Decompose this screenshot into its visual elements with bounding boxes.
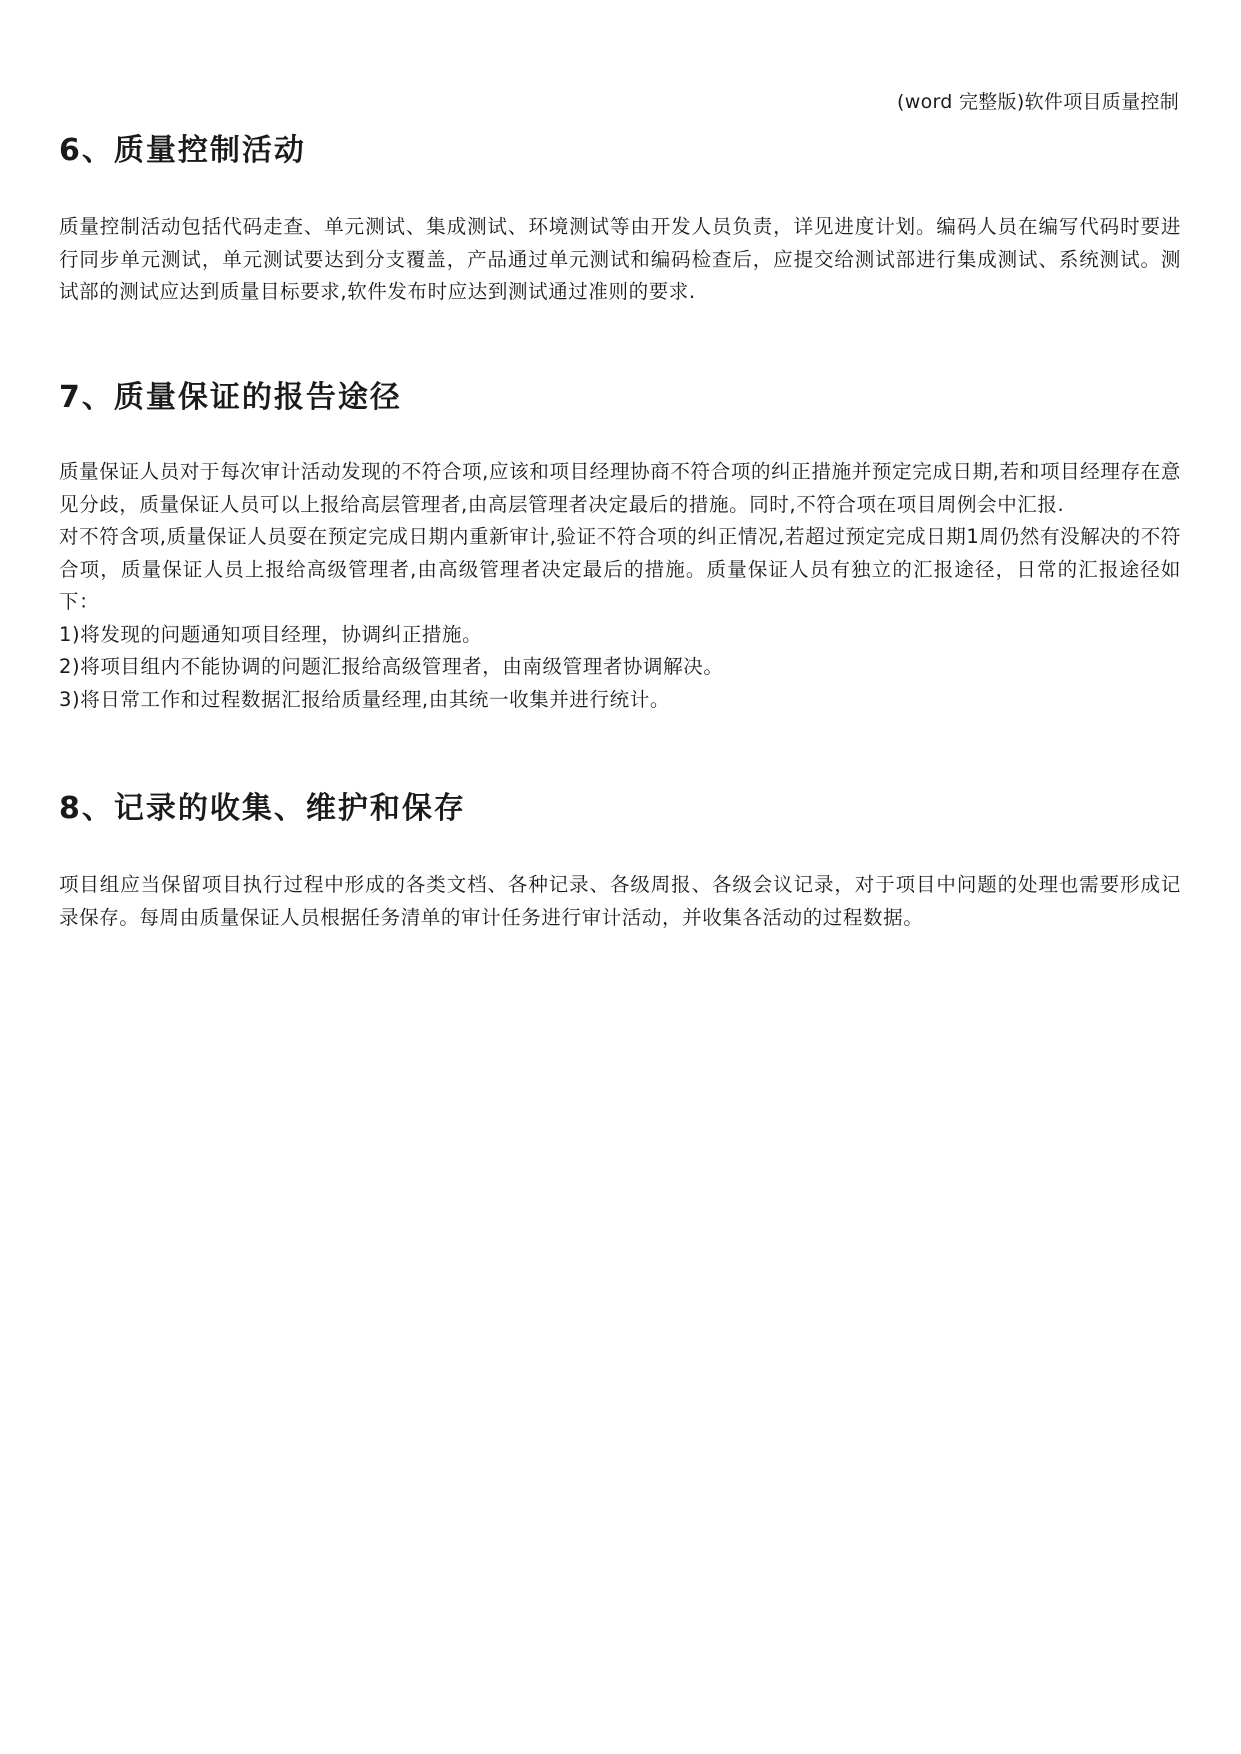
list-item: 1)将发现的问题通知项目经理，协调纠正措施。 [59, 622, 483, 646]
section-body [59, 456, 1181, 716]
list-item: 2)将项目组内不能协调的问题汇报给高级管理者，由南级管理者协调解决。 [59, 655, 724, 678]
section-body [59, 211, 1181, 309]
paragraph: 对不符含项,质量保证人员耍在预定完成日期内重新审计,验证不符合项的纠正情况,若超过预定完成日期1周仍然有没解决的不符合项，质量保证人员上报给高级管理者,由高级管理者决定最后的措施。质量保证人员有独立的汇报途径，日常的汇报途径如下： [59, 525, 1181, 613]
paragraph: 项目组应当保留项目执行过程中形成的各类文档、各种记录、各级周报、各级会议记录，对于项目中问题的处理也需要形成记录保存。每周由质量保证人员根据任务清单的审计任务进行审计活动，并收集各活动的过程数据。 [59, 873, 1181, 929]
section-heading: 8、记录的收集、维护和保存 [59, 791, 466, 826]
section-heading: 6、质量控制活动 [59, 133, 306, 168]
section-record-keeping [59, 789, 1181, 934]
section-qa-reporting-channels [59, 378, 1181, 716]
section-heading: 7、质量保证的报告途径 [59, 380, 402, 415]
list-item: 3)将日常工作和过程数据汇报给质量经理,由其统一收集并进行统计。 [59, 687, 670, 711]
running-header: (word 完整版)软件项目质量控制 [897, 91, 1179, 113]
section-body [59, 869, 1181, 934]
paragraph: 质量控制活动包括代码走查、单元测试、集成测试、环境测试等由开发人员负责，详见进度计划。编码人员在编写代码时要进行同步单元测试，单元测试要达到分支覆盖，产品通过单元测试和编码检查后，应提交给测试部进行集成测试、系统测试。测试部的测试应达到质量目标要求,软件发布时应达到测试通过准则的要求. [59, 215, 1181, 303]
paragraph: 质量保证人员对于每次审计活动发现的不符合项,应该和项目经理协商不符合项的纠正措施并预定完成日期,若和项目经理存在意见分歧，质量保证人员可以上报给高层管理者,由高层管理者决定最后的措施。同时,不符合项在项目周例会中汇报. [59, 460, 1181, 516]
section-quality-control-activities [59, 131, 1181, 309]
